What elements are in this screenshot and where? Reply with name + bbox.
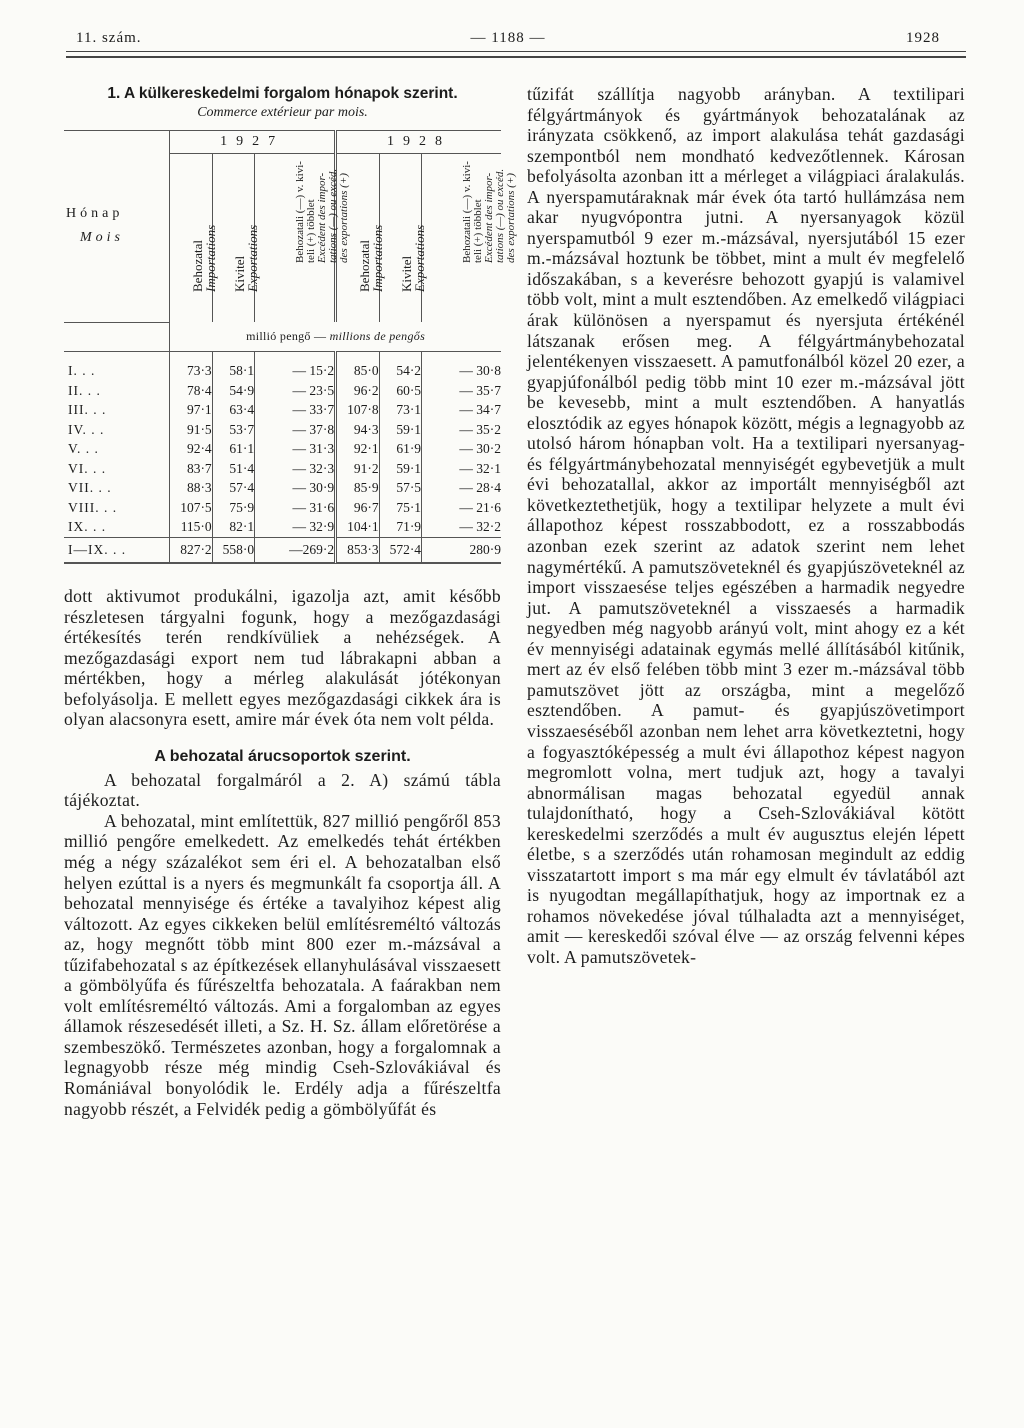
value-cell-imp28: 85·9 [336, 479, 379, 499]
year-1928-header: 1928 [336, 131, 501, 154]
value-cell-exp28: 73·1 [379, 401, 421, 421]
left-paragraph-3: A behozatal, mint említettük, 827 millió pengőről 853 millió pengőre emelkedett. Az emelkedés tehát értékben még a négy százalékot sem éri el. A behozatalban első helyen ezúttal is a nyers és megmunkált fa csoportja áll. A behozatal mennyisége és értéke a tavalyihoz képest alig változott. Az egyes cikkeken belül említésreméltó változás az, hogy megnőtt több mint 800 ezer m.-mázsával a tűzifabehozatal s az építkezések ellanyhulásával visszaesett a gömbölyűfa és fűrészeltfa behozatala. A faárakban nem volt említésreméltó változás. Ami a forgalomban az egyes államok részesedését illeti, a Sz. H. Sz. állam előretörése a szembeszökő. Természetes azonban, hogy a forgalomnak a legnagyobb része még mindig Cseh-Szlovákiával és Romániával bonyolódik le. Erdély adja a fűrészeltfa nagyobb részét, a Felvidék pedig a gömbölyűfát és [64, 810, 501, 1119]
right-column [527, 84, 965, 968]
table-row [64, 351, 501, 381]
table-body [64, 351, 501, 563]
table-row [64, 420, 501, 440]
month-cell: II. . . [68, 382, 101, 398]
value-cell-imp27: 91·5 [170, 420, 212, 440]
table-row [64, 401, 501, 421]
value-cell-imp28: 85·0 [336, 351, 379, 381]
month-header-hu: Hónap [66, 206, 124, 222]
value-cell-bal27: — 15·2 [255, 351, 336, 381]
month-cell: I—IX. . . [64, 538, 170, 563]
table-row [64, 381, 501, 401]
page-number: — 1188 — [470, 30, 546, 46]
table-row [64, 459, 501, 479]
value-cell-bal27: — 30·9 [255, 479, 336, 499]
import-1927-header: Behozatal Importations [170, 154, 212, 323]
trade-table-wrapper [64, 130, 517, 564]
value-cell-imp28: 91·2 [336, 459, 379, 479]
month-column-header [64, 131, 170, 323]
value-cell-imp27: 83·7 [170, 459, 212, 479]
value-cell-bal27: — 32·3 [255, 459, 336, 479]
value-cell-exp27: 61·1 [212, 440, 254, 460]
value-cell-bal28: — 30·2 [422, 440, 501, 460]
issue-number: 11. szám. [76, 30, 142, 46]
value-cell-imp28: 107·8 [336, 401, 379, 421]
value-cell-bal28: 280·9 [422, 538, 501, 563]
trade-by-month-table [64, 130, 517, 563]
month-cell: IV. . . [68, 421, 105, 437]
table-header-row [64, 131, 501, 154]
value-cell-exp27: 58·1 [212, 351, 254, 381]
value-cell-imp27: 92·4 [170, 440, 212, 460]
value-cell-imp28: 92·1 [336, 440, 379, 460]
value-cell-exp27: 558·0 [212, 538, 254, 563]
value-cell-imp27: 827·2 [170, 538, 212, 563]
month-cell: IX. . . [68, 519, 107, 535]
value-cell-exp27: 82·1 [212, 518, 254, 538]
value-cell-bal27: — 32·9 [255, 518, 336, 538]
value-cell-bal28: — 32·1 [422, 459, 501, 479]
value-cell-imp27: 107·5 [170, 498, 212, 518]
value-cell-exp27: 75·9 [212, 498, 254, 518]
left-column [64, 84, 517, 1119]
month-header-fr: Mois [80, 230, 124, 246]
table-row [64, 479, 501, 499]
table-row [64, 498, 501, 518]
value-cell-imp28: 96·2 [336, 381, 379, 401]
import-1928-header: Behozatal Importations [336, 154, 379, 323]
value-cell-exp28: 61·9 [379, 440, 421, 460]
balance-1927-header: Behozatali (—) v. kivi- teli (+) többlet Excédent des impor- tations (—) ou excéd. des exportations (+) [255, 154, 336, 323]
month-cell: VII. . . [68, 480, 112, 496]
value-cell-bal28: — 35·7 [422, 381, 501, 401]
unit-row [64, 322, 501, 351]
table-title: 1. A külkereskedelmi forgalom hónapok szerint. [107, 85, 458, 102]
value-cell-exp28: 57·5 [379, 479, 421, 499]
value-cell-imp27: 88·3 [170, 479, 212, 499]
value-cell-bal28: — 35·2 [422, 420, 501, 440]
value-cell-bal28: — 34·7 [422, 401, 501, 421]
value-cell-bal27: — 31·3 [255, 440, 336, 460]
value-cell-bal28: — 21·6 [422, 498, 501, 518]
value-cell-exp27: 63·4 [212, 401, 254, 421]
value-cell-bal28: — 28·4 [422, 479, 501, 499]
section-heading-imports: A behozatal árucsoportok szerint. [154, 747, 411, 765]
month-cell: I. . . [68, 363, 96, 379]
export-1927-header: Kivitel Exportations [212, 154, 254, 323]
value-cell-imp27: 73·3 [170, 351, 212, 381]
left-paragraph-2: A behozatal forgalmáról a 2. A) számú tábla tájékoztat. [64, 769, 501, 811]
value-cell-bal28: — 32·2 [422, 518, 501, 538]
value-cell-bal27: — 23·5 [255, 381, 336, 401]
value-cell-imp27: 97·1 [170, 401, 212, 421]
value-cell-bal27: —269·2 [255, 538, 336, 563]
table-row [64, 440, 501, 460]
month-cell: III. . . [68, 402, 107, 418]
export-1928-header: Kivitel Exportations [379, 154, 421, 323]
value-cell-bal27: — 37·8 [255, 420, 336, 440]
value-cell-exp28: 572·4 [379, 538, 421, 563]
month-cell: VIII. . . [68, 499, 118, 515]
header-rule [66, 51, 966, 52]
page-header [76, 30, 940, 56]
value-cell-exp28: 71·9 [379, 518, 421, 538]
value-cell-imp27: 115·0 [170, 518, 212, 538]
value-cell-imp28: 853·3 [336, 538, 379, 563]
value-cell-exp27: 57·4 [212, 479, 254, 499]
table-row [64, 518, 501, 538]
value-cell-imp28: 104·1 [336, 518, 379, 538]
value-cell-exp28: 59·1 [379, 459, 421, 479]
value-cell-imp28: 96·7 [336, 498, 379, 518]
table-subtitle: Commerce extérieur par mois. [197, 105, 368, 120]
header-rule-thick [66, 56, 966, 58]
month-cell: VI. . . [68, 460, 107, 476]
right-paragraph-1: tűzifát szállítja nagyobb arányban. A textilipari félgyártmányok és gyártmányok behozatalának az irányzata csökkenő, az import alakulása tehát gazdasági szempontból nem mondható kedvezőtlennek. Károsan befolyásolta azonban itt a mérleget a világpiaci áralakulás. A nyerspamutáraknak már évek óta tartó hullámzása nem akar nyugvópontra jutni. A nyersanyagok közül nyerspamutból 9 ezer m.-mázsával, nyersjutából 15 ezer m.-mázsával hoztunk be többet, mint a mult év megfelelő időszakában, s a keverésre behozott gyapjú is valamivel több volt, mint a mult esztendőben. Az emelkedő világpiaci árak különösen a nyerspamut és nyersjuta értékénél látszanak erősen meg. A félgyártmánybehozatal jelentékenyen visszaesett. A pamutfonálból közel 20 ezer, a gyapjúfonálból pedig több mint 10 ezer m.-mázsával jött be kevesebb, mint a mult esztendőben. A hanyatlás elosztódik az egyes hónapok között, mégis a legnagyobb az utolsó három hónapban volt. Ha a textilipari nyersanyag- és félgyártmánybehozatal mennyiségét egybevetjük a mult évi behozatallal, akkor az importált mennyiségből azt következtethetjük, hogy a textilipar helyzete a mult évi állapothoz képest rosszabbodott, ez a rosszabbodás azonban ezek szerint az adatok szerint nem lehet nagymértékű. A pamutszöveteknél és gyapjúszöveteknél az import visszaesése teljes egészében a harmadik negyedre jut. A pamutszöveteknél a visszaesés a harmadik negyedben még nagyobb arányú volt, mint ahogy ez a két év mennyiségi adatainak egymás mellé állításából kitűnik, mert az év első felében több mint 3 ezer m.-mázsával több pamutszövet jött az országba, mint a megelőző esztendőben. A pamut- és gyapjúszövetimport visszaeséséből azonban nem lehet arra következtetni, hogy a fogyasztóképesség a mult évi állapothoz képest nagyon megromlott volna, mert tudjuk azt, hogy a tavalyi abnormálisan magas behozatal egyedül annak tulajdonítható, hogy a Cseh-Szlovákiával kötött kereskedelmi szerződés a mult év augusztus elején lépett életbe, s a szerződés után rohamosan megindult az eddig visszatartott import s ma már egy elmult év távlatából azt is nyugodtan megállapíthatjuk, hogy az importnak ez a rohamos növekedése jóval túlhaladta azt a mennyiséget, amit — kereskedői szóval élve — az ország felvenni képes volt. A pamutszövetek- [527, 84, 965, 967]
value-cell-exp28: 54·2 [379, 351, 421, 381]
value-cell-bal28: — 30·8 [422, 351, 501, 381]
balance-1928-header: Behozatali (—) v. kivi- teli (+) többlet Excédent des impor- tations (—) ou excéd. des exportations (+) [422, 154, 501, 323]
unit-label: millió pengő — millions de pengős [170, 322, 501, 351]
value-cell-exp27: 51·4 [212, 459, 254, 479]
year-1927-header: 1927 [170, 131, 336, 154]
value-cell-exp28: 75·1 [379, 498, 421, 518]
left-paragraph-1: dott aktivumot produkálni, igazolja azt, amit később részletesen tárgyalni fogunk, hogy a mezőgazdasági értékesítés terén rendkívüliek a nehézségek. A mezőgazdasági export nem tud lábrakapni abban a mértékben, hogy a mérleg alakulását jótékonyan befolyásolja. E mellett egyes mezőgazdasági cikkek ára is olyan alacsonyra esett, amire már évek óta nem volt példa. [64, 586, 501, 730]
table-total-row [64, 538, 501, 563]
value-cell-imp28: 94·3 [336, 420, 379, 440]
value-cell-exp27: 54·9 [212, 381, 254, 401]
year: 1928 [906, 30, 940, 46]
value-cell-exp27: 53·7 [212, 420, 254, 440]
value-cell-bal27: — 31·6 [255, 498, 336, 518]
value-cell-exp28: 60·5 [379, 381, 421, 401]
month-cell: V. . . [68, 441, 99, 457]
value-cell-bal27: — 33·7 [255, 401, 336, 421]
value-cell-exp28: 59·1 [379, 420, 421, 440]
value-cell-imp27: 78·4 [170, 381, 212, 401]
